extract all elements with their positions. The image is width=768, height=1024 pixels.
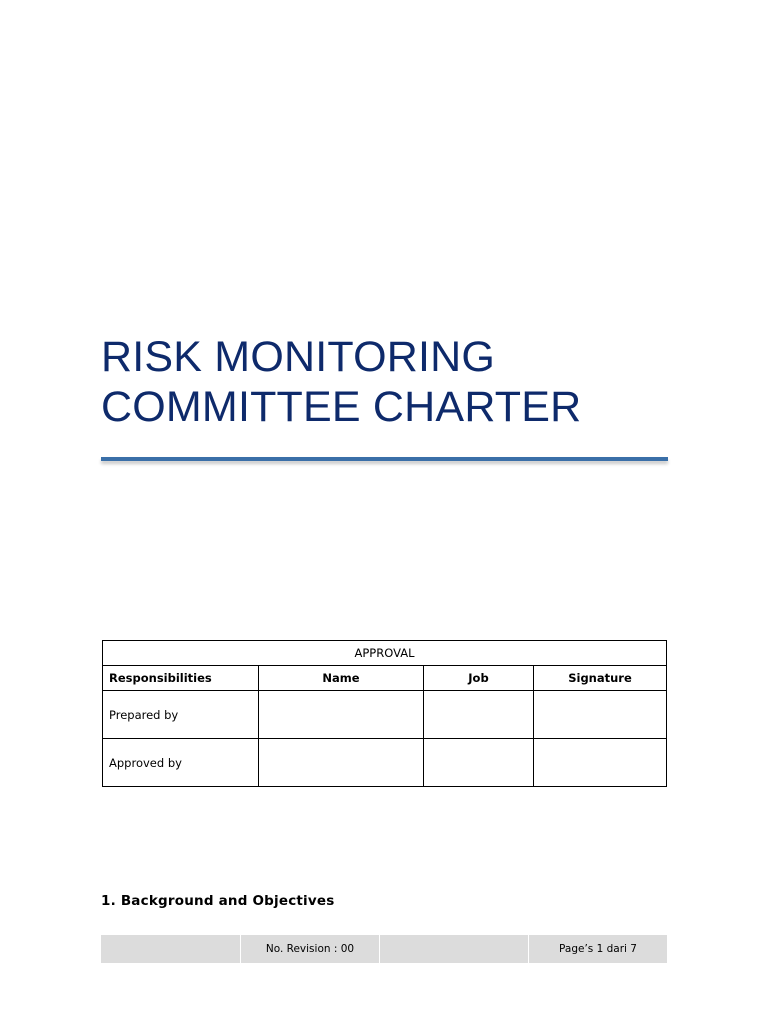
approval-header: APPROVAL: [103, 641, 667, 666]
name-cell: [259, 739, 424, 787]
table-row: [103, 739, 667, 787]
signature-cell: [534, 691, 667, 739]
table-row: [103, 691, 667, 739]
signature-cell: [534, 739, 667, 787]
footer-cell-empty: [101, 935, 241, 963]
footer-page-number: Page’s 1 dari 7: [559, 943, 637, 955]
title-line-1: RISK MONITORING: [101, 333, 496, 381]
title-divider: [101, 457, 668, 461]
name-cell: [259, 691, 424, 739]
page-footer: [101, 935, 667, 963]
section-heading: 1. Background and Objectives: [101, 893, 335, 909]
footer-revision: No. Revision : 00: [241, 935, 380, 963]
column-header-row: [103, 666, 667, 691]
column-header-name: Name: [259, 666, 424, 691]
responsibility-cell: Approved by: [103, 739, 259, 787]
job-cell: [424, 691, 534, 739]
title-line-2: COMMITTEE CHARTER: [101, 383, 582, 431]
document-title: [101, 332, 701, 432]
responsibility-cell: Prepared by: [103, 691, 259, 739]
footer-cell-empty: [380, 935, 529, 963]
column-header-responsibilities: Responsibilities: [103, 666, 259, 691]
approval-table: [102, 640, 667, 787]
job-cell: [424, 739, 534, 787]
column-header-signature: Signature: [534, 666, 667, 691]
column-header-job: Job: [424, 666, 534, 691]
approval-header-row: [103, 641, 667, 666]
